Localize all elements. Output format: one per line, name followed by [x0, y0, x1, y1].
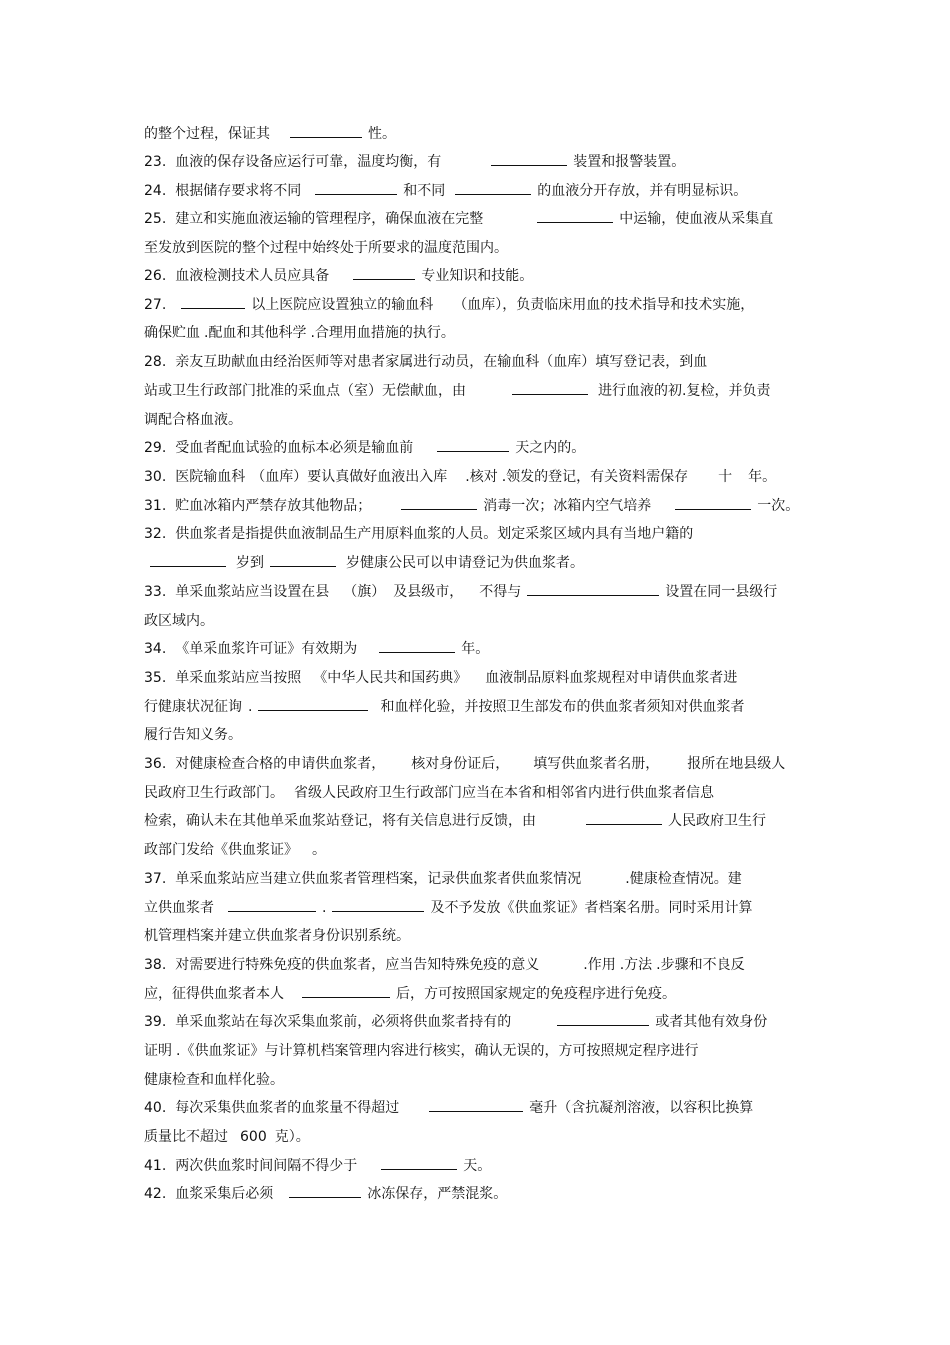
line-text: 每次采集供血浆者的血浆量不得超过	[175, 1100, 400, 1116]
line-text: 对需要进行特殊免疫的供血浆者，应当告知特殊免疫的意义	[175, 957, 540, 973]
question-number: 30.	[144, 469, 167, 485]
text-line	[144, 323, 455, 343]
line-text: 不得与	[479, 584, 522, 600]
question-number: 33.	[144, 584, 167, 600]
fill-in-blank[interactable]	[401, 496, 477, 510]
line-text: 并按照卫生部发布的供血浆者须知对供血浆者	[464, 699, 745, 715]
fill-in-blank[interactable]	[527, 582, 659, 596]
text-line	[144, 496, 799, 516]
text-line	[144, 898, 752, 918]
text-line	[144, 124, 396, 144]
text-line	[144, 926, 410, 946]
text-line	[144, 381, 770, 401]
question-number: 34.	[144, 641, 167, 657]
fill-in-blank[interactable]	[315, 181, 397, 195]
line-text: .核对	[465, 469, 498, 485]
text-line	[144, 152, 685, 172]
line-text: 中运输，使血液从采集直	[619, 211, 774, 227]
line-text: 冰冻保存，严禁混浆。	[367, 1186, 508, 1202]
line-text: 立供血浆者	[144, 900, 214, 916]
question-number: 40.	[144, 1100, 167, 1116]
line-text: 单采血浆站应当建立供血浆者管理档案，记录供血浆者供血浆情况	[175, 871, 582, 887]
question-number: 38.	[144, 957, 167, 973]
text-line	[144, 1012, 767, 1032]
fill-in-blank[interactable]	[537, 209, 613, 223]
line-text: 的整个过程，保证其	[144, 126, 270, 142]
line-text: 单采血浆站应当按照	[175, 670, 302, 686]
text-line	[144, 266, 533, 286]
line-text: 人民政府卫生行	[668, 813, 766, 829]
line-text: 单采血浆站应当设置在县	[175, 584, 330, 600]
text-line	[144, 1127, 310, 1147]
fill-in-blank[interactable]	[586, 811, 662, 825]
line-text: .合理用血措施的执行。	[310, 325, 455, 341]
line-text: 年。	[748, 469, 777, 485]
line-text: 性。	[368, 126, 396, 142]
text-line	[144, 697, 744, 717]
line-text: 调配合格血液。	[144, 412, 242, 428]
line-text: 血液制品原料血浆规程对申请供血浆者进	[485, 670, 738, 686]
question-number: 42.	[144, 1186, 167, 1202]
text-line	[144, 984, 676, 1004]
text-line	[144, 582, 777, 602]
text-line	[144, 209, 773, 229]
fill-in-blank[interactable]	[557, 1012, 649, 1026]
question-number: 37.	[144, 871, 167, 887]
line-text: 单采血浆站在每次采集血浆前，必须将供血浆者持有的	[175, 1014, 512, 1030]
line-text: 站或卫生行政部门批准的采血点（室）无偿献血，由	[144, 383, 466, 399]
line-text: 设置在同一县级行	[665, 584, 778, 600]
fill-in-blank[interactable]	[181, 295, 245, 309]
line-text: 的血液分开存放，并有明显标识。	[537, 183, 748, 199]
fill-in-blank[interactable]	[332, 898, 424, 912]
line-text: .作用	[583, 957, 616, 973]
line-text: 确保贮血	[144, 325, 200, 341]
line-text: 和血样化验，	[380, 699, 465, 715]
question-number: 31.	[144, 498, 167, 514]
line-text: 《中华人民共和国药典》	[313, 670, 468, 686]
line-text: 政部门发给《供血浆证》	[144, 842, 298, 858]
question-number: 27.	[144, 297, 167, 313]
line-text: 应，征得供血浆者本人	[144, 986, 284, 1002]
fill-in-blank[interactable]	[270, 553, 336, 567]
text-line	[144, 238, 508, 258]
line-text: 年。	[461, 641, 490, 657]
line-text: 和不同	[403, 183, 446, 199]
question-number: 35.	[144, 670, 167, 686]
text-line	[144, 524, 693, 544]
text-line	[144, 1041, 698, 1061]
fill-in-blank[interactable]	[512, 381, 588, 395]
line-text: 报所在地县级人	[687, 756, 786, 772]
question-number: 29.	[144, 440, 167, 456]
line-text: 专业知识和技能。	[421, 268, 534, 284]
text-line	[144, 467, 776, 487]
line-text: 填写供血浆者名册，	[533, 756, 660, 772]
line-text: 根据储存要求将不同	[175, 183, 302, 199]
question-number: 23.	[144, 154, 167, 170]
text-line	[144, 438, 585, 458]
text-line	[144, 783, 714, 803]
line-text: 履行告知义务。	[144, 727, 242, 743]
text-line	[144, 1184, 507, 1204]
fill-in-blank[interactable]	[258, 697, 368, 711]
question-number: 41.	[144, 1158, 167, 1174]
line-text: 政区域内。	[144, 613, 214, 629]
line-text: .《供血浆证》与计算机档案管理内容进行核实，确认无误的，方可按照规定程序进行	[176, 1043, 699, 1059]
question-number: 36.	[144, 756, 167, 772]
line-text: 岁健康公民可以申请登记为供血浆者。	[346, 555, 584, 571]
fill-in-blank[interactable]	[381, 1156, 457, 1170]
line-text: 后，方可按照国家规定的免疫程序进行免疫。	[396, 986, 676, 1002]
line-text: .复检，并负责	[682, 383, 771, 399]
text-line	[144, 611, 214, 631]
fill-in-blank[interactable]	[289, 1184, 361, 1198]
line-text: 以上医院应设置独立的输血科	[251, 297, 434, 313]
line-text: 行健康状况征询	[144, 699, 242, 715]
text-line	[144, 1098, 753, 1118]
line-text: 两次供血浆时间间隔不得少于	[175, 1158, 358, 1174]
line-text: 机管理档案并建立供血浆者身份识别系统。	[144, 928, 410, 944]
fill-in-blank[interactable]	[455, 181, 531, 195]
line-text: 健康检查和血样化验。	[144, 1072, 284, 1088]
text-line	[144, 181, 747, 201]
question-number: 28.	[144, 354, 167, 370]
fill-in-blank[interactable]	[353, 266, 415, 280]
text-line	[144, 754, 785, 774]
line-text: 医院输血科	[175, 469, 246, 485]
line-text: 对健康检查合格的申请供血浆者，	[175, 756, 386, 772]
text-line	[144, 1070, 284, 1090]
line-text: 及不予发放《供血浆证》者档案名册。同时采用计算	[430, 900, 753, 916]
line-text: 亲友互助献血由经治医师等对患者家属进行动员，在输血科（血库）填写登记表，到血	[175, 354, 708, 370]
line-text: （血库），负责临床用血的技术指导和技术实施，	[453, 297, 755, 313]
line-text: .	[322, 900, 327, 916]
line-text: 质量比不超过	[144, 1129, 228, 1145]
fill-in-blank[interactable]	[379, 639, 455, 653]
fill-in-blank[interactable]	[228, 898, 316, 912]
text-line	[144, 1156, 491, 1176]
line-text: 建立和实施血液运输的管理程序，确保血液在完整	[175, 211, 484, 227]
text-line	[144, 869, 742, 889]
line-text: 600	[240, 1129, 267, 1145]
line-text: 检索，确认未在其他单采血浆站登记，将有关信息进行反馈，由	[144, 813, 536, 829]
fill-in-blank[interactable]	[429, 1098, 523, 1112]
line-text: 贮血冰箱内严禁存放其他物品；	[175, 498, 372, 514]
text-line	[144, 410, 242, 430]
line-text: .方法	[619, 957, 653, 973]
line-text: 十	[718, 469, 733, 485]
line-text: 省级人民政府卫生行政部门应当在本省和相邻省内进行供血浆者信息	[294, 785, 714, 801]
line-text: 血液检测技术人员应具备	[175, 268, 330, 284]
line-text: 进行血液的初	[598, 383, 682, 399]
line-text: 血浆采集后必须	[175, 1186, 274, 1202]
text-line	[144, 668, 737, 688]
fill-in-blank[interactable]	[290, 124, 362, 138]
line-text: 毫升（含抗凝剂溶液，以容积比换算	[529, 1100, 754, 1116]
question-number: 39.	[144, 1014, 167, 1030]
text-line	[144, 955, 745, 975]
line-text: 证明	[144, 1043, 172, 1059]
text-line	[144, 553, 584, 573]
line-text: .配血和其他科学	[204, 325, 307, 341]
fill-in-blank[interactable]	[150, 553, 226, 567]
line-text: （旗）	[343, 584, 386, 600]
line-text: 岁到	[236, 555, 264, 571]
line-text: （血库）要认真做好血液出入库	[251, 469, 448, 485]
line-text: 《单采血浆许可证》有效期为	[175, 641, 358, 657]
question-number: 24.	[144, 183, 167, 199]
text-line	[144, 639, 489, 659]
question-number: 26.	[144, 268, 167, 284]
text-line	[144, 352, 707, 372]
line-text: 天之内的。	[515, 440, 586, 456]
fill-in-blank[interactable]	[491, 152, 567, 166]
line-text: 核对身份证后，	[411, 756, 510, 772]
line-text: 一次。	[757, 498, 800, 514]
line-text: 装置和报警装置。	[573, 154, 686, 170]
line-text: 天。	[463, 1158, 492, 1174]
text-line	[144, 725, 242, 745]
text-line	[144, 295, 754, 315]
line-text: 至发放到医院的整个过程中始终处于所要求的温度范围内。	[144, 240, 508, 256]
line-text: 民政府卫生行政部门。	[144, 785, 284, 801]
line-text: 克）。	[274, 1129, 310, 1145]
fill-in-blank[interactable]	[675, 496, 751, 510]
line-text: 。	[312, 842, 326, 858]
line-text: 血液的保存设备应运行可靠，温度均衡，有	[175, 154, 442, 170]
fill-in-blank[interactable]	[437, 438, 509, 452]
line-text: .领发的登记，有关资料需保存	[501, 469, 689, 485]
line-text: 供血浆者是指提供血液制品生产用原料血浆的人员。划定采浆区域内具有当地户籍的	[175, 526, 694, 542]
line-text: .健康检查情况。建	[625, 871, 742, 887]
line-text: 或者其他有效身份	[655, 1014, 768, 1030]
fill-in-blank[interactable]	[302, 984, 390, 998]
line-text: 受血者配血试验的血标本必须是输血前	[175, 440, 414, 456]
line-text: 消毒一次；冰箱内空气培养	[483, 498, 652, 514]
text-line	[144, 840, 326, 860]
question-number: 25.	[144, 211, 167, 227]
line-text: .	[248, 699, 253, 715]
text-line	[144, 811, 766, 831]
question-number: 32.	[144, 526, 167, 542]
line-text: .步骤和不良反	[656, 957, 745, 973]
line-text: 及县级市，	[393, 584, 464, 600]
